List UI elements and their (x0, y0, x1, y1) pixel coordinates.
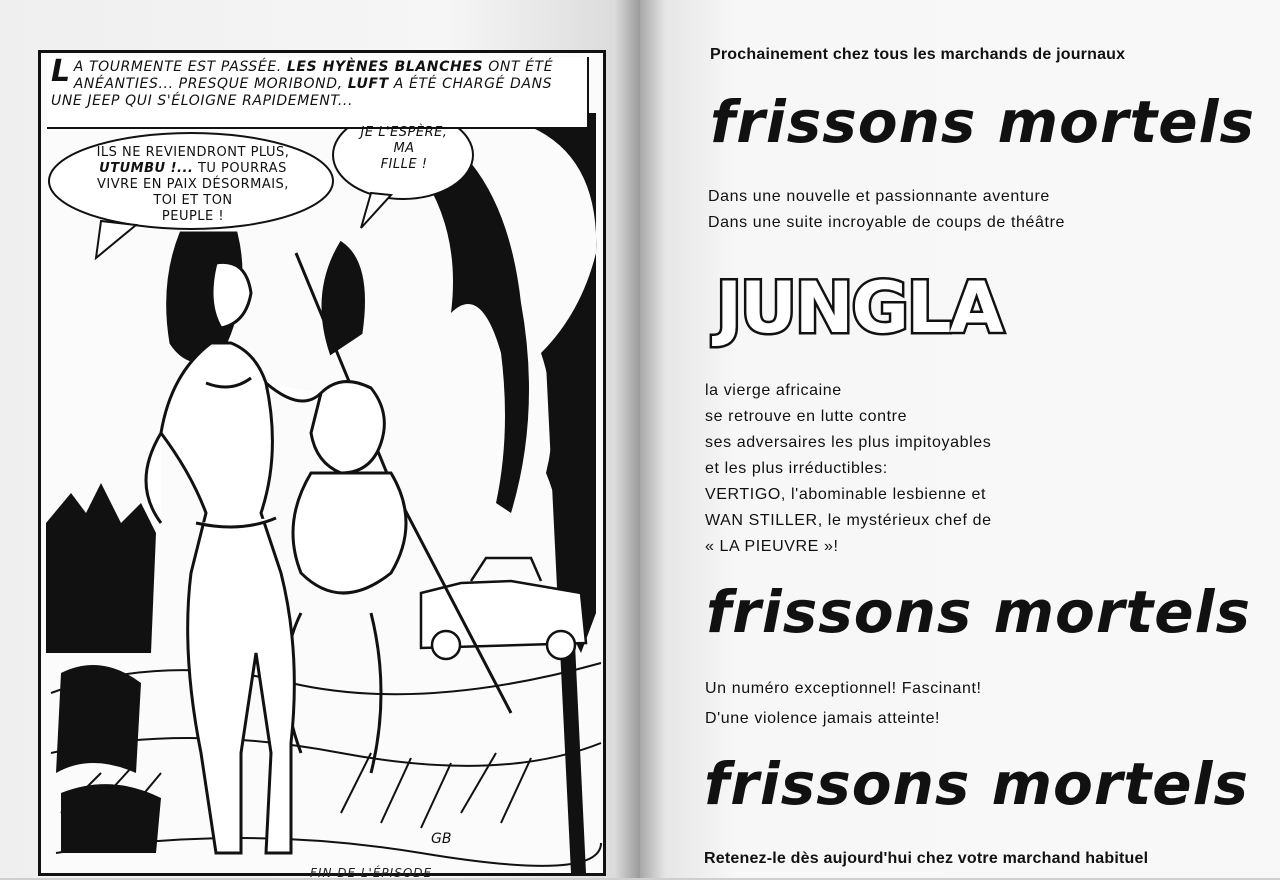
caption-part2: ONT ÉTÉ ANÉANTIES... PRESQUE MORIBOND, (73, 59, 554, 92)
comic-panel (38, 50, 606, 876)
bubble-jungla-line1: ILS NE REVIENDRONT PLUS, (96, 145, 290, 160)
speech-bubble-jungla (53, 145, 333, 225)
jungla-logo-text: JUNGLA (716, 267, 1002, 349)
bubble-jungla-utumbu: UTUMBU !... (99, 161, 194, 176)
caption-bold-luft: LUFT (347, 76, 389, 92)
bubble-jungla-line3: VIVRE EN PAIX DÉSORMAIS, (97, 177, 289, 192)
closing-line: Retenez-le dès aujourd'hui chez votre marchand habituel (704, 850, 1149, 867)
intro-line-1: Dans une nouvelle et passionnante aventure (708, 188, 1050, 205)
bubble-utumbu-line3: FILLE ! (380, 157, 428, 172)
title-frissons-mortels-3: frissons mortels (704, 750, 1249, 818)
bubble-utumbu-line1: JE L'ESPÈRE, (360, 125, 448, 140)
right-page (640, 0, 1280, 878)
bubble-jungla-line5: PEUPLE ! (161, 209, 225, 224)
bubble-utumbu-line2: MA (393, 141, 415, 156)
bubble-jungla-line2b: TU POURRAS (193, 161, 287, 176)
caption-part3: A ÉTÉ CHARGÉ DANS UNE JEEP QUI S'ÉLOIGNE RAPIDEMENT... (51, 76, 553, 109)
speech-bubble-utumbu (339, 125, 469, 173)
artist-signature: GB (431, 831, 452, 847)
story-line-4: et les plus irréductibles: (705, 460, 888, 477)
title-frissons-mortels-1: frissons mortels (710, 88, 1255, 156)
left-page (0, 0, 640, 878)
episode-end-footer: FIN DE L'ÉPISODE (310, 866, 433, 880)
story-line-5: VERTIGO, l'abominable lesbienne et (705, 486, 987, 503)
promo-line-1: Un numéro exceptionnel! Fascinant! (705, 680, 982, 697)
jungla-logo (710, 262, 1002, 352)
story-line-6: WAN STILLER, le mystérieux chef de (705, 512, 992, 529)
title-frissons-mortels-2: frissons mortels (706, 578, 1251, 646)
story-line-3: ses adversaires les plus impitoyables (705, 434, 992, 451)
caption-part1: A TOURMENTE EST PASSÉE. (73, 59, 287, 75)
promo-line-2: D'une violence jamais atteinte! (705, 710, 941, 727)
story-line-7: « LA PIEUVRE »! (705, 538, 839, 555)
intro-line-2: Dans une suite incroyable de coups de théâtre (708, 214, 1065, 231)
announcement-header: Prochainement chez tous les marchands de journaux (710, 46, 1126, 63)
palm-tree (421, 113, 596, 873)
story-line-2: se retrouve en lutte contre (705, 408, 908, 425)
caption-bold-hyenes: LES HYÈNES BLANCHES (286, 59, 484, 75)
background-warriors (46, 483, 161, 853)
bubble-jungla-line4: TOI ET TON (153, 193, 233, 208)
caption-drop-cap: L (51, 54, 71, 89)
story-line-1: la vierge africaine (705, 382, 842, 399)
narration-caption (51, 54, 571, 110)
